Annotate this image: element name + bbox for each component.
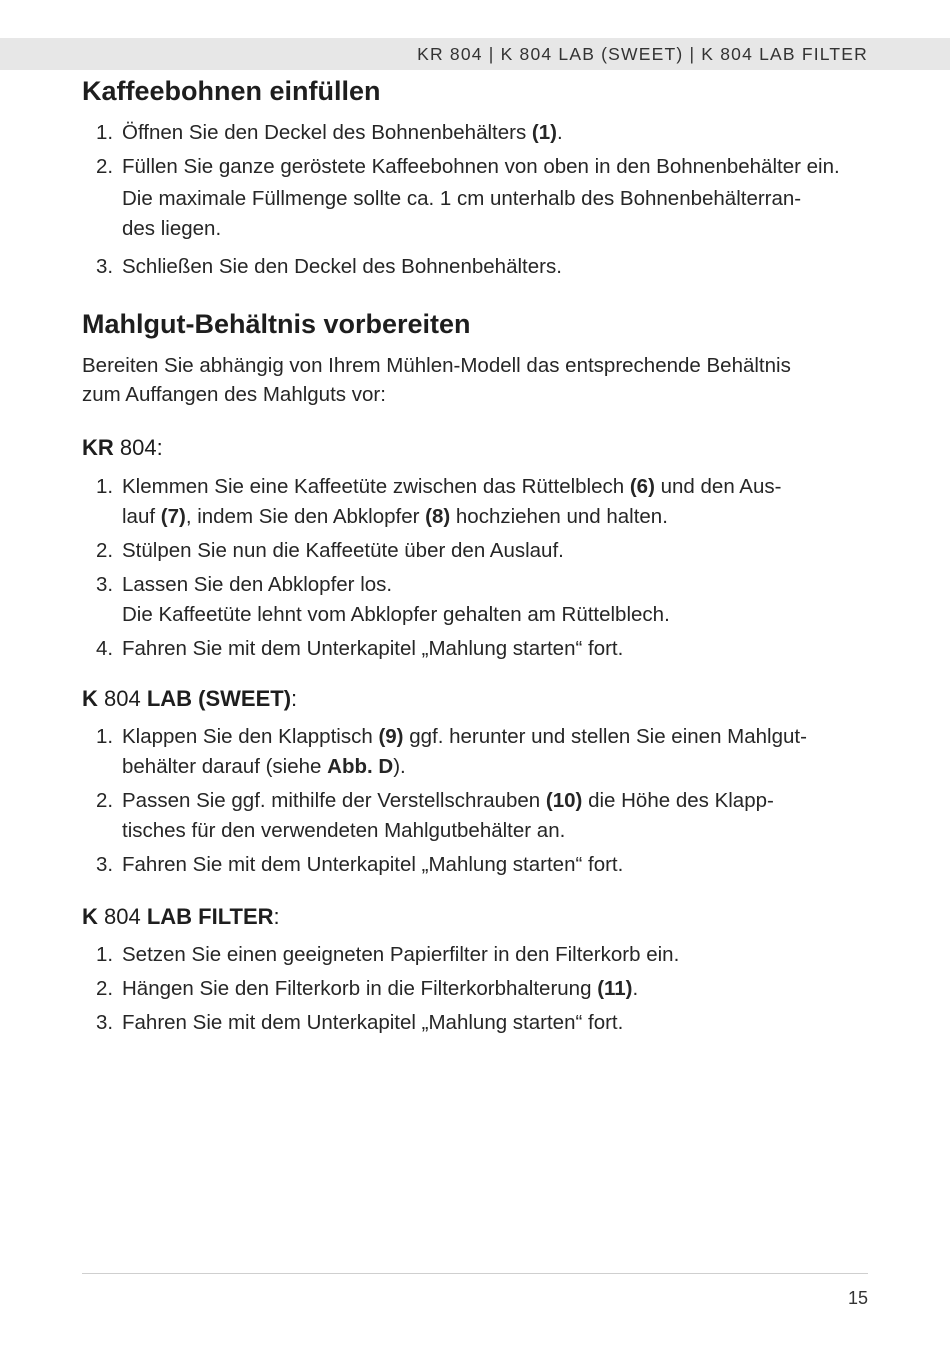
list-item: 1. Setzen Sie einen geeigneten Papierfilter in den Filterkorb ein. [96, 943, 680, 966]
list-kr804 [82, 472, 872, 664]
list-item: 2. Passen Sie ggf. mithilfe der Verstellschrauben (10) die Höhe des Klapp- tisches für den verwendeten Mahlgutbehälter an. [96, 789, 774, 842]
heading-kr804: KR 804: [82, 435, 163, 460]
intro-text: Bereiten Sie abhängig von Ihrem Mühlen-Modell das entsprechende Behältnis zum Auffangen des Mahlguts vor: [82, 354, 791, 406]
list-item: 4. Fahren Sie mit dem Unterkapitel „Mahlung starten“ fort. [96, 637, 624, 660]
heading-lab-filter: K 804 LAB FILTER: [82, 904, 280, 929]
list-fill-beans [82, 118, 872, 282]
page-number: 15 [847, 1288, 868, 1308]
header-model-line: KR 804 | K 804 LAB (SWEET) | K 804 LAB FILTER [417, 44, 868, 64]
list-item: 3. Schließen Sie den Deckel des Bohnenbehälters. [96, 255, 562, 278]
heading-fill-beans: Kaffeebohnen einfüllen [82, 76, 381, 106]
list-lab-filter [82, 940, 872, 1038]
list-item: 3. Lassen Sie den Abklopfer los. Die Kaffeetüte lehnt vom Abklopfer gehalten am Rüttelblech. [96, 573, 670, 626]
heading-prepare-container: Mahlgut-Behältnis vorbereiten [82, 309, 471, 339]
list-item: 2. Stülpen Sie nun die Kaffeetüte über den Auslauf. [96, 539, 564, 562]
footer-divider [82, 1273, 868, 1274]
heading-lab-sweet: K 804 LAB (SWEET): [82, 686, 298, 711]
list-item: 2. Füllen Sie ganze geröstete Kaffeebohnen von oben in den Bohnenbehälter ein. Die maximale Füllmenge sollte ca. 1 cm unterhalb des Bohnenbehälterran- des liegen. [96, 155, 840, 240]
list-item: 1. Klemmen Sie eine Kaffeetüte zwischen das Rüttelblech (6) und den Aus- lauf (7), indem Sie den Abklopfer (8) hochziehen und halten. [96, 475, 782, 528]
list-item: 2. Hängen Sie den Filterkorb in die Filterkorbhalterung (11). [96, 977, 639, 1000]
list-item: 1. Öffnen Sie den Deckel des Bohnenbehälters (1). [96, 121, 563, 144]
list-item: 1. Klappen Sie den Klapptisch (9) ggf. herunter und stellen Sie einen Mahlgut- behälter darauf (siehe Abb. D). [96, 725, 807, 778]
header-bar [0, 38, 950, 70]
list-item: 3. Fahren Sie mit dem Unterkapitel „Mahlung starten“ fort. [96, 1011, 624, 1034]
list-lab-sweet [82, 722, 872, 880]
list-item: 3. Fahren Sie mit dem Unterkapitel „Mahlung starten“ fort. [96, 853, 624, 876]
